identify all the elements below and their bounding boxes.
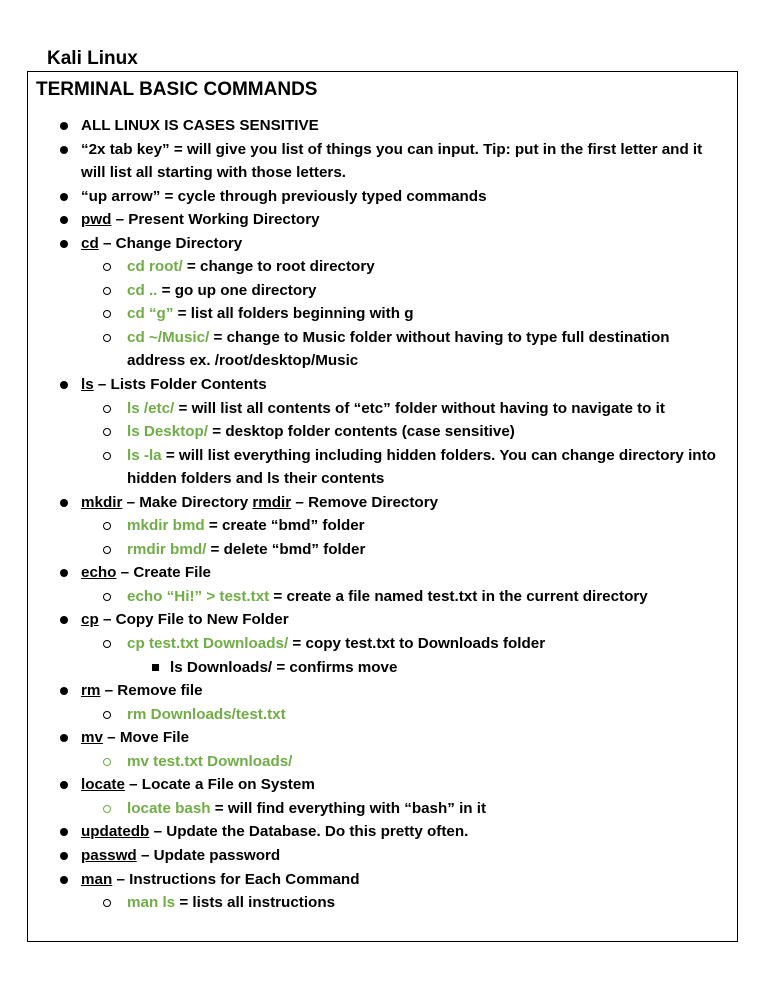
- description-text: – Create File: [116, 564, 211, 582]
- list-item: [28, 703, 737, 727]
- bullet-circle-icon: [103, 758, 111, 766]
- list-item-text: [127, 467, 384, 491]
- description-text: = will list all contents of “etc” folder without having to navigate to it: [174, 399, 665, 417]
- list-item: [28, 797, 737, 821]
- description-text: = list all folders beginning with g: [173, 305, 414, 323]
- command-example: rm Downloads/test.txt: [127, 705, 286, 723]
- list-item: [28, 185, 737, 209]
- list-item: [28, 255, 737, 279]
- list-item-text: [127, 514, 365, 538]
- command-example: locate bash: [127, 799, 211, 817]
- bullet-circle-icon: [103, 522, 111, 530]
- command-name: rmdir: [252, 493, 292, 511]
- list-item: [28, 138, 737, 162]
- list-item-text: [127, 444, 716, 468]
- list-item-text: [127, 891, 335, 915]
- description-text: = will list everything including hidden folders. You can change directory into: [161, 446, 716, 464]
- list-item: [28, 844, 737, 868]
- description-text: ALL LINUX IS CASES SENSITIVE: [81, 117, 319, 134]
- bullet-square-icon: [152, 664, 159, 671]
- document-title: Kali Linux: [47, 48, 138, 69]
- bullet-dot-icon: [60, 616, 68, 624]
- command-name: echo: [81, 564, 117, 582]
- bullet-circle-icon: [103, 593, 111, 601]
- list-item-text: [81, 138, 702, 162]
- list-item-text: [81, 726, 189, 750]
- description-text: “2x tab key” = will give you list of things you can input. Tip: put in the first letter and it: [81, 140, 703, 158]
- bullet-circle-icon: [103, 287, 111, 295]
- list-item: [28, 726, 737, 750]
- list-item-text: [127, 302, 414, 326]
- description-text: – Update password: [136, 846, 281, 864]
- list-item: [28, 868, 737, 892]
- bullet-dot-icon: [60, 781, 68, 789]
- bullet-circle-icon: [103, 310, 111, 318]
- list-item: [28, 326, 737, 350]
- description-text: – Remove file: [100, 682, 203, 700]
- command-example: echo “Hi!” > test.txt: [127, 587, 270, 605]
- list-item: [28, 750, 737, 774]
- list-item-text: [127, 349, 358, 373]
- list-item-text: [127, 420, 515, 444]
- list-item-text: [127, 326, 670, 350]
- list-item: [28, 561, 737, 585]
- list-item: [28, 232, 737, 256]
- command-name: cp: [81, 611, 99, 629]
- bullet-circle-icon: [103, 263, 111, 271]
- list-item: [28, 514, 737, 538]
- list-item: [28, 397, 737, 421]
- description-text: – Make Directory: [122, 493, 253, 511]
- list-item-text: [81, 161, 346, 185]
- list-item: [28, 585, 737, 609]
- description-text: – Move File: [102, 729, 190, 747]
- list-item: [28, 538, 737, 562]
- list-item: [28, 373, 737, 397]
- bullet-dot-icon: [60, 240, 68, 248]
- list-item-text: [127, 279, 316, 303]
- list-item: [28, 632, 737, 656]
- bullet-circle-icon: [103, 805, 111, 813]
- bullet-circle-icon: [103, 546, 111, 554]
- bullet-circle-icon: [103, 405, 111, 413]
- list-item: [28, 608, 737, 632]
- description-text: – Change Directory: [98, 234, 243, 252]
- list-item: [28, 444, 737, 468]
- commands-box: [27, 71, 738, 942]
- list-item-text: [127, 255, 375, 279]
- description-text: – Instructions for Each Command: [112, 870, 360, 888]
- description-text: – Copy File to New Folder: [98, 611, 289, 629]
- list-item-text: [127, 538, 365, 562]
- list-item: [28, 161, 737, 185]
- list-item-text: [81, 773, 315, 797]
- command-name: updatedb: [81, 823, 150, 841]
- list-item-text: [81, 820, 468, 844]
- bullet-dot-icon: [60, 687, 68, 695]
- list-item-text: [170, 656, 397, 680]
- list-item-text: [81, 608, 289, 632]
- command-name: rm: [81, 682, 101, 700]
- description-text: – Update the Database. Do this pretty often.: [149, 823, 469, 841]
- list-item-text: [81, 561, 211, 585]
- list-item-text: [81, 185, 487, 209]
- bullet-dot-icon: [60, 828, 68, 836]
- command-example: ls /etc/: [127, 399, 175, 417]
- list-item-text: [127, 797, 486, 821]
- bullet-circle-icon: [103, 899, 111, 907]
- list-item: [28, 279, 737, 303]
- command-example: mkdir bmd: [127, 517, 205, 535]
- bullet-circle-icon: [103, 640, 111, 648]
- list-item: [28, 467, 737, 491]
- bullet-circle-icon: [103, 452, 111, 460]
- section-heading: TERMINAL BASIC COMMANDS: [36, 79, 318, 100]
- list-item-text: [81, 679, 203, 703]
- bullet-dot-icon: [60, 193, 68, 201]
- list-item: [28, 820, 737, 844]
- command-example: cd ~/Music/: [127, 328, 210, 346]
- command-example: rmdir bmd/: [127, 540, 207, 558]
- description-text: = lists all instructions: [175, 894, 336, 912]
- list-item: [28, 891, 737, 915]
- command-list: [28, 114, 737, 915]
- bullet-dot-icon: [60, 146, 68, 154]
- description-text: hidden folders and ls their contents: [127, 470, 385, 488]
- command-name: cd: [81, 234, 99, 252]
- command-example: cd “g”: [127, 305, 174, 323]
- list-item-text: [81, 844, 280, 868]
- list-item-text: [81, 373, 267, 397]
- list-item-text: [81, 208, 320, 232]
- command-example: ls Desktop/: [127, 423, 209, 441]
- list-item: [28, 656, 737, 680]
- command-name: man: [81, 870, 113, 888]
- list-item-text: [127, 750, 292, 774]
- command-example: cd root/: [127, 258, 183, 276]
- list-item: [28, 349, 737, 373]
- bullet-dot-icon: [60, 734, 68, 742]
- command-example: ls -la: [127, 446, 162, 464]
- bullet-dot-icon: [60, 876, 68, 884]
- list-item-text: [127, 703, 286, 727]
- description-text: = create “bmd” folder: [204, 517, 365, 535]
- list-item: [28, 208, 737, 232]
- description-text: = delete “bmd” folder: [206, 540, 366, 558]
- list-item-text: [127, 632, 545, 656]
- description-text: ls Downloads/ = confirms move: [170, 658, 398, 676]
- description-text: = copy test.txt to Downloads folder: [288, 635, 546, 653]
- bullet-dot-icon: [60, 216, 68, 224]
- list-item: [28, 773, 737, 797]
- description-text: = go up one directory: [157, 281, 317, 299]
- command-name: ls: [81, 376, 94, 394]
- list-item: [28, 302, 737, 326]
- bullet-dot-icon: [60, 122, 68, 130]
- description-text: = change to Music folder without having to type full destination: [209, 328, 670, 346]
- list-item-text: [81, 232, 242, 256]
- description-text: – Remove Directory: [291, 493, 439, 511]
- description-text: address ex. /root/desktop/Music: [127, 352, 359, 370]
- bullet-circle-icon: [103, 711, 111, 719]
- command-example: cp test.txt Downloads/: [127, 635, 289, 653]
- bullet-dot-icon: [60, 852, 68, 860]
- list-item: [28, 679, 737, 703]
- list-item-text: [81, 114, 319, 138]
- bullet-circle-icon: [103, 428, 111, 436]
- description-text: = change to root directory: [182, 258, 375, 276]
- command-name: locate: [81, 776, 125, 794]
- description-text: = will find everything with “bash” in it: [210, 799, 487, 817]
- description-text: = create a file named test.txt in the current directory: [269, 587, 648, 605]
- command-name: passwd: [81, 846, 137, 864]
- description-text: – Present Working Directory: [111, 211, 320, 229]
- list-item-text: [127, 585, 648, 609]
- bullet-circle-icon: [103, 334, 111, 342]
- description-text: – Lists Folder Contents: [93, 376, 267, 394]
- list-item-text: [81, 491, 438, 515]
- list-item: [28, 114, 737, 138]
- description-text: – Locate a File on System: [124, 776, 315, 794]
- command-name: pwd: [81, 211, 112, 229]
- command-name: mkdir: [81, 493, 123, 511]
- list-item: [28, 420, 737, 444]
- command-example: mv test.txt Downloads/: [127, 752, 293, 770]
- description-text: will list all starting with those letters.: [81, 164, 346, 182]
- command-name: mv: [81, 729, 103, 747]
- list-item-text: [127, 397, 665, 421]
- description-text: “up arrow” = cycle through previously typed commands: [81, 187, 487, 205]
- bullet-dot-icon: [60, 569, 68, 577]
- list-item-text: [81, 868, 360, 892]
- command-example: man ls: [127, 894, 176, 912]
- command-example: cd ..: [127, 281, 158, 299]
- bullet-dot-icon: [60, 381, 68, 389]
- description-text: = desktop folder contents (case sensitive): [208, 423, 515, 441]
- bullet-dot-icon: [60, 499, 68, 507]
- list-item: [28, 491, 737, 515]
